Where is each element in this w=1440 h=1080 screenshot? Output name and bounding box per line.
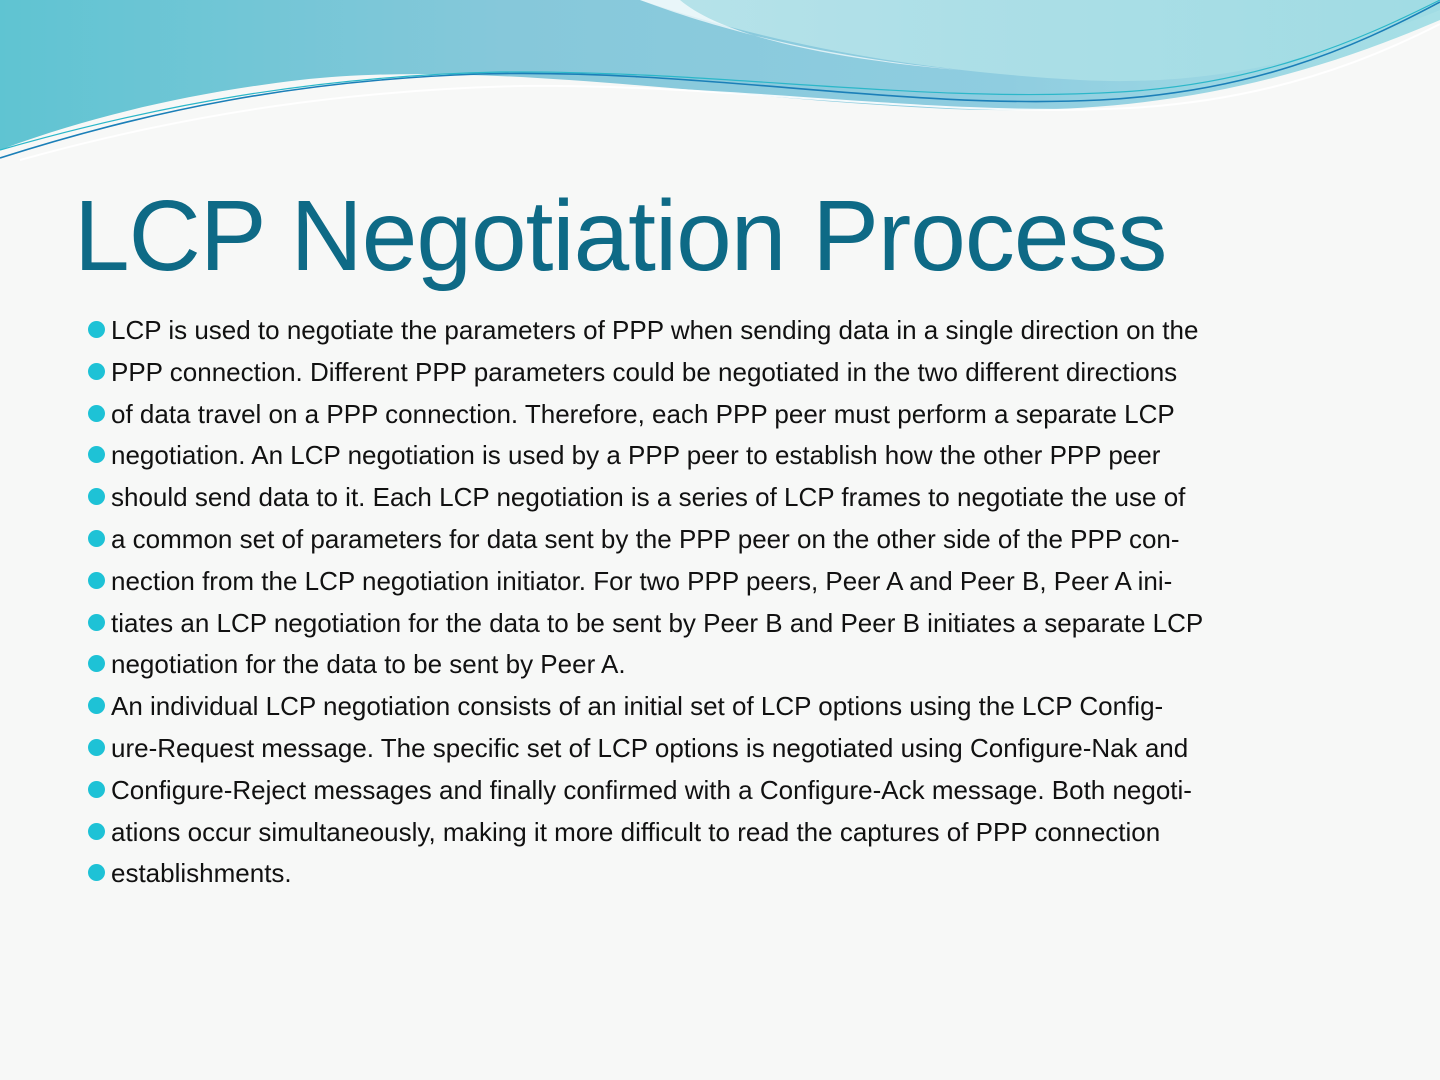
bullet-dot-icon	[88, 781, 105, 798]
bullet-text: LCP is used to negotiate the parameters of PPP when sending data in a single direction on the	[111, 315, 1199, 345]
bullet-text: PPP connection. Different PPP parameters could be negotiated in the two different directions	[111, 356, 1178, 387]
bullet-item	[88, 477, 1428, 519]
bullet-list	[88, 310, 1428, 895]
slide-title: LCP Negotiation Process	[74, 180, 1167, 292]
bullet-text: establishments.	[111, 858, 292, 889]
bullet-text: a common set of parameters for data sent by the PPP peer on the other side of the PPP con-	[111, 523, 1180, 554]
bullet-item	[88, 352, 1428, 394]
bullet-dot-icon	[88, 530, 105, 547]
bullet-text: ations occur simultaneously, making it more difficult to read the captures of PPP connection	[111, 816, 1161, 847]
bullet-text: tiates an LCP negotiation for the data to be sent by Peer B and Peer B initiates a separate LCP	[111, 607, 1204, 638]
bullet-dot-icon	[88, 655, 105, 672]
bullet-text: negotiation. An LCP negotiation is used by a PPP peer to establish how the other PPP peer	[111, 440, 1161, 471]
bullet-dot-icon	[88, 572, 105, 589]
bullet-item	[88, 812, 1428, 854]
bullet-dot-icon	[88, 446, 105, 463]
bullet-dot-icon	[88, 321, 105, 338]
bullet-item	[88, 519, 1428, 561]
bullet-text: ure-Request message. The specific set of LCP options is negotiated using Configure-Nak and	[111, 732, 1189, 763]
bullet-text: negotiation for the data to be sent by Peer A.	[111, 649, 626, 680]
bullet-item	[88, 561, 1428, 603]
bullet-item	[88, 644, 1428, 686]
bullet-dot-icon	[88, 739, 105, 756]
bullet-dot-icon	[88, 823, 105, 840]
bullet-item	[88, 686, 1428, 728]
bullet-dot-icon	[88, 488, 105, 505]
bullet-text: should send data to it. Each LCP negotiation is a series of LCP frames to negotiate the use of	[111, 482, 1186, 513]
header-wave-decoration	[0, 0, 1440, 180]
bullet-item	[88, 728, 1428, 770]
bullet-dot-icon	[88, 405, 105, 422]
bullet-item	[88, 394, 1428, 436]
bullet-item	[88, 603, 1428, 645]
bullet-text: nection from the LCP negotiation initiator. For two PPP peers, Peer A and Peer B, Peer A ini-	[111, 565, 1173, 596]
bullet-text: An individual LCP negotiation consists of an initial set of LCP options using the LCP Config-	[111, 691, 1164, 722]
bullet-item	[88, 853, 1428, 895]
bullet-item	[88, 310, 1428, 352]
bullet-text: Configure-Reject messages and finally confirmed with a Configure-Ack message. Both negoti-	[111, 774, 1192, 805]
bullet-dot-icon	[88, 363, 105, 380]
bullet-item	[88, 770, 1428, 812]
bullet-text: of data travel on a PPP connection. Therefore, each PPP peer must perform a separate LCP	[111, 398, 1175, 429]
bullet-dot-icon	[88, 614, 105, 631]
bullet-dot-icon	[88, 697, 105, 714]
bullet-dot-icon	[88, 864, 105, 881]
bullet-item	[88, 435, 1428, 477]
